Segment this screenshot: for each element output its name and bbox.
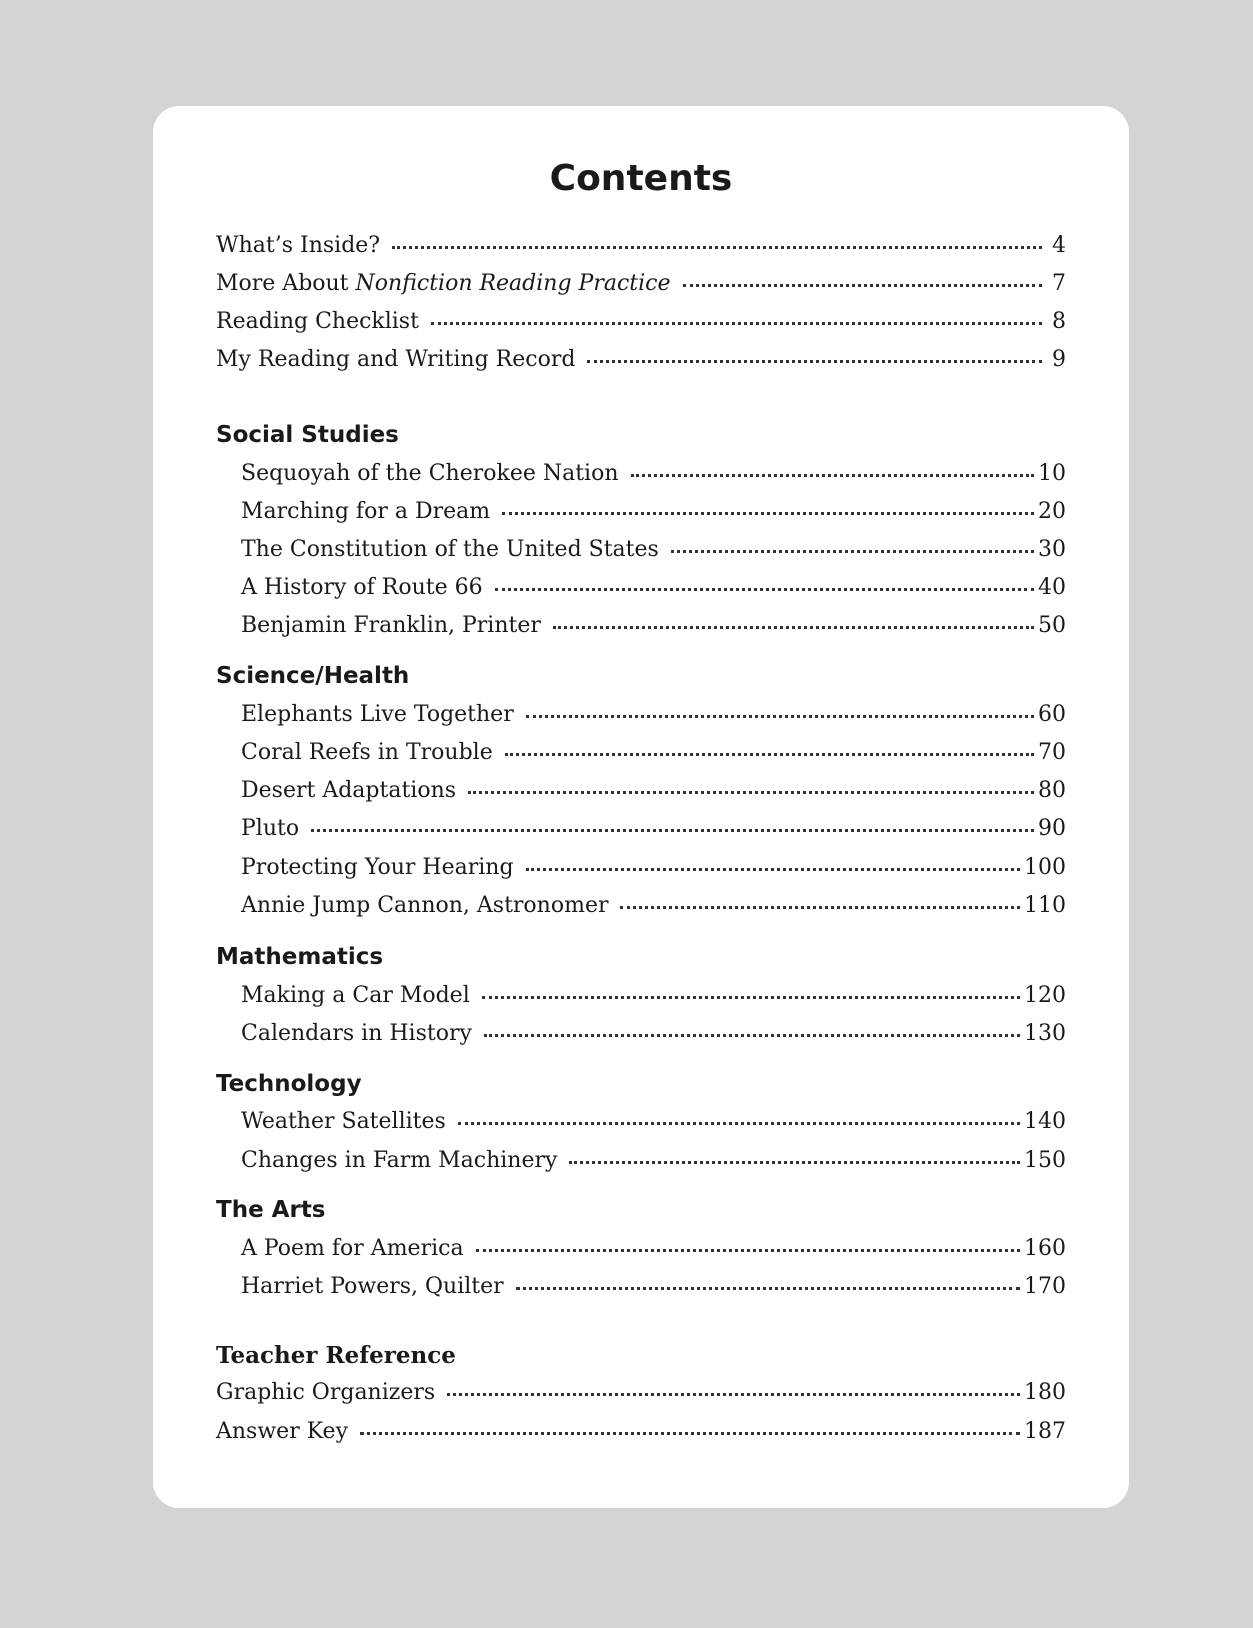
toc-entry-title: My Reading and Writing Record — [216, 347, 576, 372]
toc-entry-title: Harriet Powers, Quilter — [241, 1274, 504, 1299]
dot-leader — [505, 753, 1034, 756]
toc-entry-title: Annie Jump Cannon, Astronomer — [241, 893, 609, 918]
toc-entry-reading-checklist[interactable] — [216, 309, 1066, 343]
toc-entry[interactable] — [216, 1419, 1066, 1453]
toc-page-number: 150 — [1024, 1148, 1066, 1173]
dot-leader — [431, 322, 1042, 325]
toc-entry-title: Changes in Farm Machinery — [241, 1148, 558, 1173]
dot-leader — [458, 1122, 1020, 1125]
toc-entry[interactable] — [241, 740, 1066, 774]
toc-entry-title — [216, 271, 671, 296]
dot-leader — [476, 1249, 1020, 1252]
toc-page-number: 20 — [1038, 499, 1066, 524]
dot-leader — [553, 626, 1034, 629]
toc-page-number: 70 — [1038, 740, 1066, 765]
toc-entry-title: Desert Adaptations — [241, 778, 457, 803]
dot-leader — [683, 284, 1042, 287]
toc-entry-reading-writing-record[interactable] — [216, 347, 1066, 381]
toc-entry-title: Pluto — [241, 816, 300, 841]
toc-page-number: 80 — [1038, 778, 1066, 803]
dot-leader — [468, 791, 1034, 794]
toc-entry-title: Marching for a Dream — [241, 499, 491, 524]
toc-page-number: 187 — [1024, 1419, 1066, 1444]
section-heading-technology: Technology — [216, 1071, 362, 1097]
toc-page-number: 110 — [1024, 893, 1066, 918]
toc-entry[interactable] — [241, 537, 1066, 571]
toc-page-number: 140 — [1024, 1109, 1066, 1134]
toc-entry-title: Calendars in History — [241, 1021, 472, 1046]
contents-page — [153, 106, 1129, 1508]
toc-entry[interactable] — [241, 461, 1066, 495]
toc-entry-title: Reading Checklist — [216, 309, 419, 334]
toc-page-number: 10 — [1038, 461, 1066, 486]
toc-entry[interactable] — [241, 1274, 1066, 1308]
toc-page-number: 8 — [1052, 309, 1066, 334]
toc-entry-title: Protecting Your Hearing — [241, 855, 514, 880]
page-title: Contents — [549, 158, 733, 199]
toc-entry-title: Benjamin Franklin, Printer — [241, 613, 541, 638]
dot-leader — [360, 1432, 1020, 1435]
toc-page-number: 90 — [1038, 816, 1066, 841]
toc-entry-more-about[interactable] — [216, 271, 1066, 305]
toc-page-number: 60 — [1038, 702, 1066, 727]
toc-page-number: 9 — [1052, 347, 1066, 372]
toc-entry[interactable] — [241, 893, 1066, 927]
toc-page-number: 170 — [1024, 1274, 1066, 1299]
toc-entry[interactable] — [241, 983, 1066, 1017]
section-heading-social-studies: Social Studies — [216, 422, 399, 448]
toc-entry-title: Sequoyah of the Cherokee Nation — [241, 461, 619, 486]
toc-page-number: 160 — [1024, 1236, 1066, 1261]
toc-entry[interactable] — [241, 816, 1066, 850]
toc-entry[interactable] — [241, 1021, 1066, 1055]
dot-leader — [587, 360, 1042, 363]
dot-leader — [620, 906, 1020, 909]
dot-leader — [569, 1161, 1020, 1164]
dot-leader — [482, 996, 1020, 999]
toc-entry-title: Making a Car Model — [241, 983, 470, 1008]
toc-page-number: 7 — [1052, 271, 1066, 296]
toc-entry-title-italic: Nonfiction Reading Practice — [355, 271, 671, 296]
toc-entry[interactable] — [241, 855, 1066, 889]
toc-page-number: 130 — [1024, 1021, 1066, 1046]
dot-leader — [502, 512, 1034, 515]
toc-entry-title: A History of Route 66 — [241, 575, 483, 600]
toc-entry-title: Elephants Live Together — [241, 702, 514, 727]
dot-leader — [516, 1287, 1020, 1290]
toc-entry-title: A Poem for America — [241, 1236, 464, 1261]
dot-leader — [495, 588, 1034, 591]
toc-entry[interactable] — [241, 575, 1066, 609]
toc-entry-title: Answer Key — [216, 1419, 348, 1444]
toc-entry-title: The Constitution of the United States — [241, 537, 659, 562]
toc-entry-title: What’s Inside? — [216, 233, 381, 258]
dot-leader — [631, 474, 1034, 477]
toc-page-number: 180 — [1024, 1380, 1066, 1405]
toc-entry[interactable] — [241, 499, 1066, 533]
toc-page-number: 4 — [1052, 233, 1066, 258]
toc-page-number: 100 — [1024, 855, 1066, 880]
dot-leader — [526, 715, 1034, 718]
toc-entry[interactable] — [241, 1109, 1066, 1143]
toc-page-number: 50 — [1038, 613, 1066, 638]
toc-entry-title-prefix: More About — [216, 271, 356, 296]
toc-entry[interactable] — [241, 1236, 1066, 1270]
toc-entry[interactable] — [241, 1148, 1066, 1182]
section-heading-the-arts: The Arts — [216, 1197, 326, 1223]
section-heading-mathematics: Mathematics — [216, 944, 384, 970]
toc-entry-title: Graphic Organizers — [216, 1380, 436, 1405]
toc-page-number: 30 — [1038, 537, 1066, 562]
section-heading-science-health: Science/Health — [216, 663, 410, 689]
toc-entry[interactable] — [216, 1380, 1066, 1414]
toc-page-number: 120 — [1024, 983, 1066, 1008]
toc-entry[interactable] — [241, 702, 1066, 736]
dot-leader — [526, 868, 1020, 871]
toc-page-number: 40 — [1038, 575, 1066, 600]
dot-leader — [447, 1393, 1020, 1396]
dot-leader — [311, 829, 1034, 832]
dot-leader — [484, 1034, 1020, 1037]
dot-leader — [671, 550, 1034, 553]
dot-leader — [392, 246, 1042, 249]
toc-entry[interactable] — [241, 778, 1066, 812]
toc-entry-whats-inside[interactable] — [216, 233, 1066, 267]
toc-entry-title: Weather Satellites — [241, 1109, 446, 1134]
section-heading-teacher-reference: Teacher Reference — [216, 1342, 456, 1369]
toc-entry-title: Coral Reefs in Trouble — [241, 740, 493, 765]
toc-entry[interactable] — [241, 613, 1066, 647]
